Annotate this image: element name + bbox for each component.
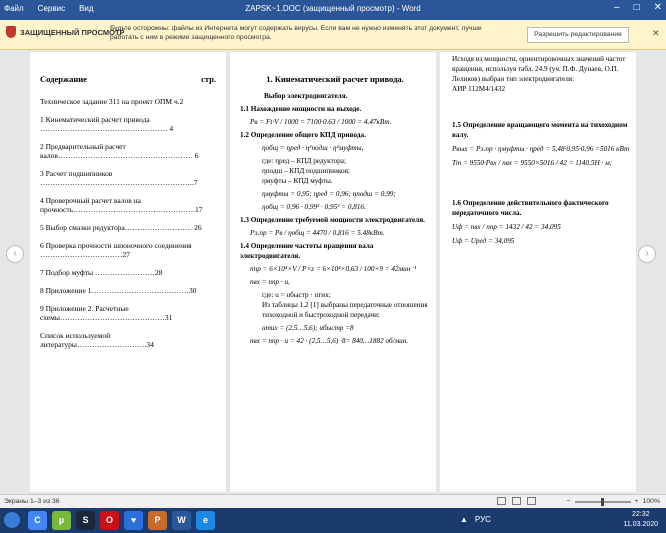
toc-item: 2 Предварительный расчет валов……………………………………………… 6 — [40, 142, 199, 160]
section-title: 1. Кинематический расчет привода. — [266, 74, 404, 84]
page-continued — [440, 52, 636, 492]
toc-heading — [40, 74, 216, 84]
print-layout-icon[interactable] — [512, 497, 521, 505]
toc-list — [40, 97, 216, 358]
toc-item: 7 Подбор муфты ……………………28 — [40, 268, 163, 277]
paragraph: Исходя из мощности, ориентировочных значений частот вращения, используя табл. 24.9 (уч. П.Ф. Дунаев, О.П. Леликов) выбран тип электродвигателя: — [452, 55, 626, 83]
formula-input-speed: nвх = nпр · u, — [250, 278, 290, 286]
clock-time: 22:32 — [631, 511, 650, 518]
close-bar-icon[interactable]: ✕ — [652, 28, 660, 38]
web-layout-icon[interactable] — [527, 497, 536, 505]
clock-date: 11.03.2020 — [623, 521, 658, 528]
toc-item: Список используемой литературы……………………….34 — [40, 331, 154, 349]
protected-view-message: Будьте осторожны: файлы из Интернета могут содержать вирусы. Если вам не нужно изменять этот документ, лучше работать с ним в режиме защищенного просмотра. — [110, 25, 482, 41]
formula-ratio: где: u = uбыстр · uтих; — [262, 291, 331, 299]
zoom-knob[interactable] — [601, 498, 604, 506]
close-icon[interactable]: ✕ — [653, 2, 662, 13]
heading-1-5: 1.5 Определение вращающего момента на тихоходном валу. — [452, 121, 628, 139]
toc-page-label: стр. — [201, 74, 216, 84]
menu-tools[interactable]: Сервис — [37, 4, 66, 13]
formula-output-power: Pвых = Pэ.пр · ηмуфты · ηред = 5,48·0,95·0,96 =5016 кВт — [452, 145, 630, 153]
toc-item: 4 Проверочный расчет валов на прочность………………………………………….17 — [40, 196, 203, 214]
taskbar — [0, 508, 666, 533]
paint-icon[interactable]: P — [148, 511, 167, 530]
protected-view-bar — [0, 20, 666, 50]
enable-editing-button[interactable]: Разрешить редактирование — [527, 27, 629, 43]
formula-values: ηмуфты = 0,95; ηред = 0,96; ηподш = 0,99; — [262, 190, 396, 198]
status-bar — [0, 494, 666, 508]
zoom-in-icon[interactable]: + — [634, 498, 639, 505]
prev-page-icon[interactable]: ‹ — [6, 245, 24, 263]
tray-expand-icon[interactable]: ▲ — [460, 515, 468, 524]
restore-icon[interactable]: □ — [633, 2, 640, 13]
formula-torque: Tт = 9550·Pвх / nвх = 9550×5016 / 42 = 1140,5Н · м; — [452, 159, 613, 167]
word-icon[interactable]: W — [172, 511, 191, 530]
formula-total: ηобщ = 0,96 · 0,99² · 0,95² = 0,816. — [262, 203, 366, 211]
read-mode-icon[interactable] — [497, 497, 506, 505]
taskbar-clock[interactable] — [623, 510, 658, 530]
page-counter: Экраны 1–3 из 36 — [4, 498, 60, 505]
utorrent-icon[interactable]: µ — [52, 511, 71, 530]
menu-view[interactable]: Вид — [79, 4, 94, 13]
toc-title: Содержание — [40, 74, 87, 84]
toc-item: 6 Проверка прочности шпоночного соединения ……………………………27 — [40, 241, 192, 259]
page-kinematic — [230, 52, 436, 492]
zoom-control — [567, 498, 660, 505]
toc-item: 1 Кинематический расчет привода …………………………………………… 4 — [40, 115, 174, 133]
steam-icon[interactable]: S — [76, 511, 95, 530]
heading-1-1: 1.1 Нахождение мощности на выходе. — [240, 105, 362, 113]
formula-power: Pв = Ft·V / 1000 = 7100·0.63 / 1000 = 4.47кВт. — [250, 118, 392, 126]
view-mode-buttons — [497, 497, 536, 505]
zoom-level[interactable]: 100% — [642, 498, 660, 505]
formula-speed: nпр = 6×10⁴×V / P×z = 6×10⁴×0,63 / 100×9 = 42мин⁻¹ — [250, 265, 417, 273]
opera-icon[interactable]: O — [100, 511, 119, 530]
heading-1-2: 1.2 Определение общего КПД привода. — [240, 131, 366, 139]
paragraph: Из таблицы 1.2 [1] выбраны передаточные отношения тихоходной и быстроходной передачи: — [262, 301, 428, 319]
heart-app-icon[interactable]: ♥ — [124, 511, 143, 530]
title-bar — [0, 0, 666, 20]
legend-line: ηподш – КПД подшипников; — [262, 167, 350, 175]
start-button[interactable] — [4, 512, 20, 528]
motor-type: АИР 112М4/1432 — [452, 85, 506, 93]
toc-item: 5 Выбор смазки редуктора……………………… 26 — [40, 223, 202, 232]
window-controls — [614, 2, 662, 13]
heading-1-6: 1.6 Определение действительного фактического передаточного числа. — [452, 199, 609, 217]
formula-actual-ratio: Uф = nвх / nпр = 1432 / 42 = 34,095 — [452, 223, 561, 231]
formula-required-power: Pэ.пр = Pв / ηобщ = 4470 / 0,816 = 5.48кВт. — [250, 229, 385, 237]
edge-icon[interactable]: e — [196, 511, 215, 530]
next-page-icon[interactable]: › — [638, 245, 656, 263]
system-tray — [460, 515, 491, 524]
toc-item: 3 Расчет подшипников ……………………………………………………..7 — [40, 169, 198, 187]
formula-ratios: uтих = (2,5…5,6); uбыстр =8 — [262, 324, 354, 332]
continued-text — [452, 54, 630, 250]
shield-icon — [6, 26, 16, 38]
menu-file[interactable]: Файл — [4, 4, 24, 13]
heading-1-3: 1.3 Определение требуемой мощности электродвигателя. — [240, 216, 425, 224]
zoom-out-icon[interactable]: − — [566, 498, 571, 505]
page-contents — [30, 52, 226, 492]
taskbar-apps — [28, 511, 215, 530]
protected-view-label: ЗАЩИЩЕННЫЙ ПРОСМОТР — [20, 28, 125, 37]
kinematic-text — [240, 74, 430, 349]
formula-efficiency: ηобщ = ηред · η²подш · η²муфты, — [262, 144, 364, 152]
window-title: ZAPSK~1.DOC (защищенный просмотр) - Word — [245, 4, 421, 13]
chrome-icon[interactable]: C — [28, 511, 47, 530]
toc-item: Техническое задание 311 на проект ОПМ ч.2 — [40, 97, 184, 106]
subsection-title: Выбор электродвигателя. — [264, 92, 348, 100]
minimize-icon[interactable]: – — [614, 2, 620, 13]
formula-ratio-equal: Uф = Uред = 34,095 — [452, 237, 515, 245]
zoom-slider[interactable] — [575, 501, 631, 503]
legend-line: где: ηред – КПД редуктора; — [262, 157, 346, 165]
formula-speed-range: nвх = nпр · u = 42 · (2,5…5,6) ·8= 840…1882 об/мин. — [250, 337, 409, 345]
toc-item: 9 Приложение 2. Расчетные схемы……………………………………31 — [40, 304, 173, 322]
toc-item: 8 Приложение 1…………………………………30 — [40, 286, 197, 295]
legend-line: ηмуфты – КПД муфты. — [262, 177, 333, 185]
heading-1-4: 1.4 Определение частоты вращения вала электродвигателя. — [240, 242, 374, 260]
document-area — [0, 50, 666, 494]
language-indicator[interactable]: РУС — [474, 515, 491, 524]
